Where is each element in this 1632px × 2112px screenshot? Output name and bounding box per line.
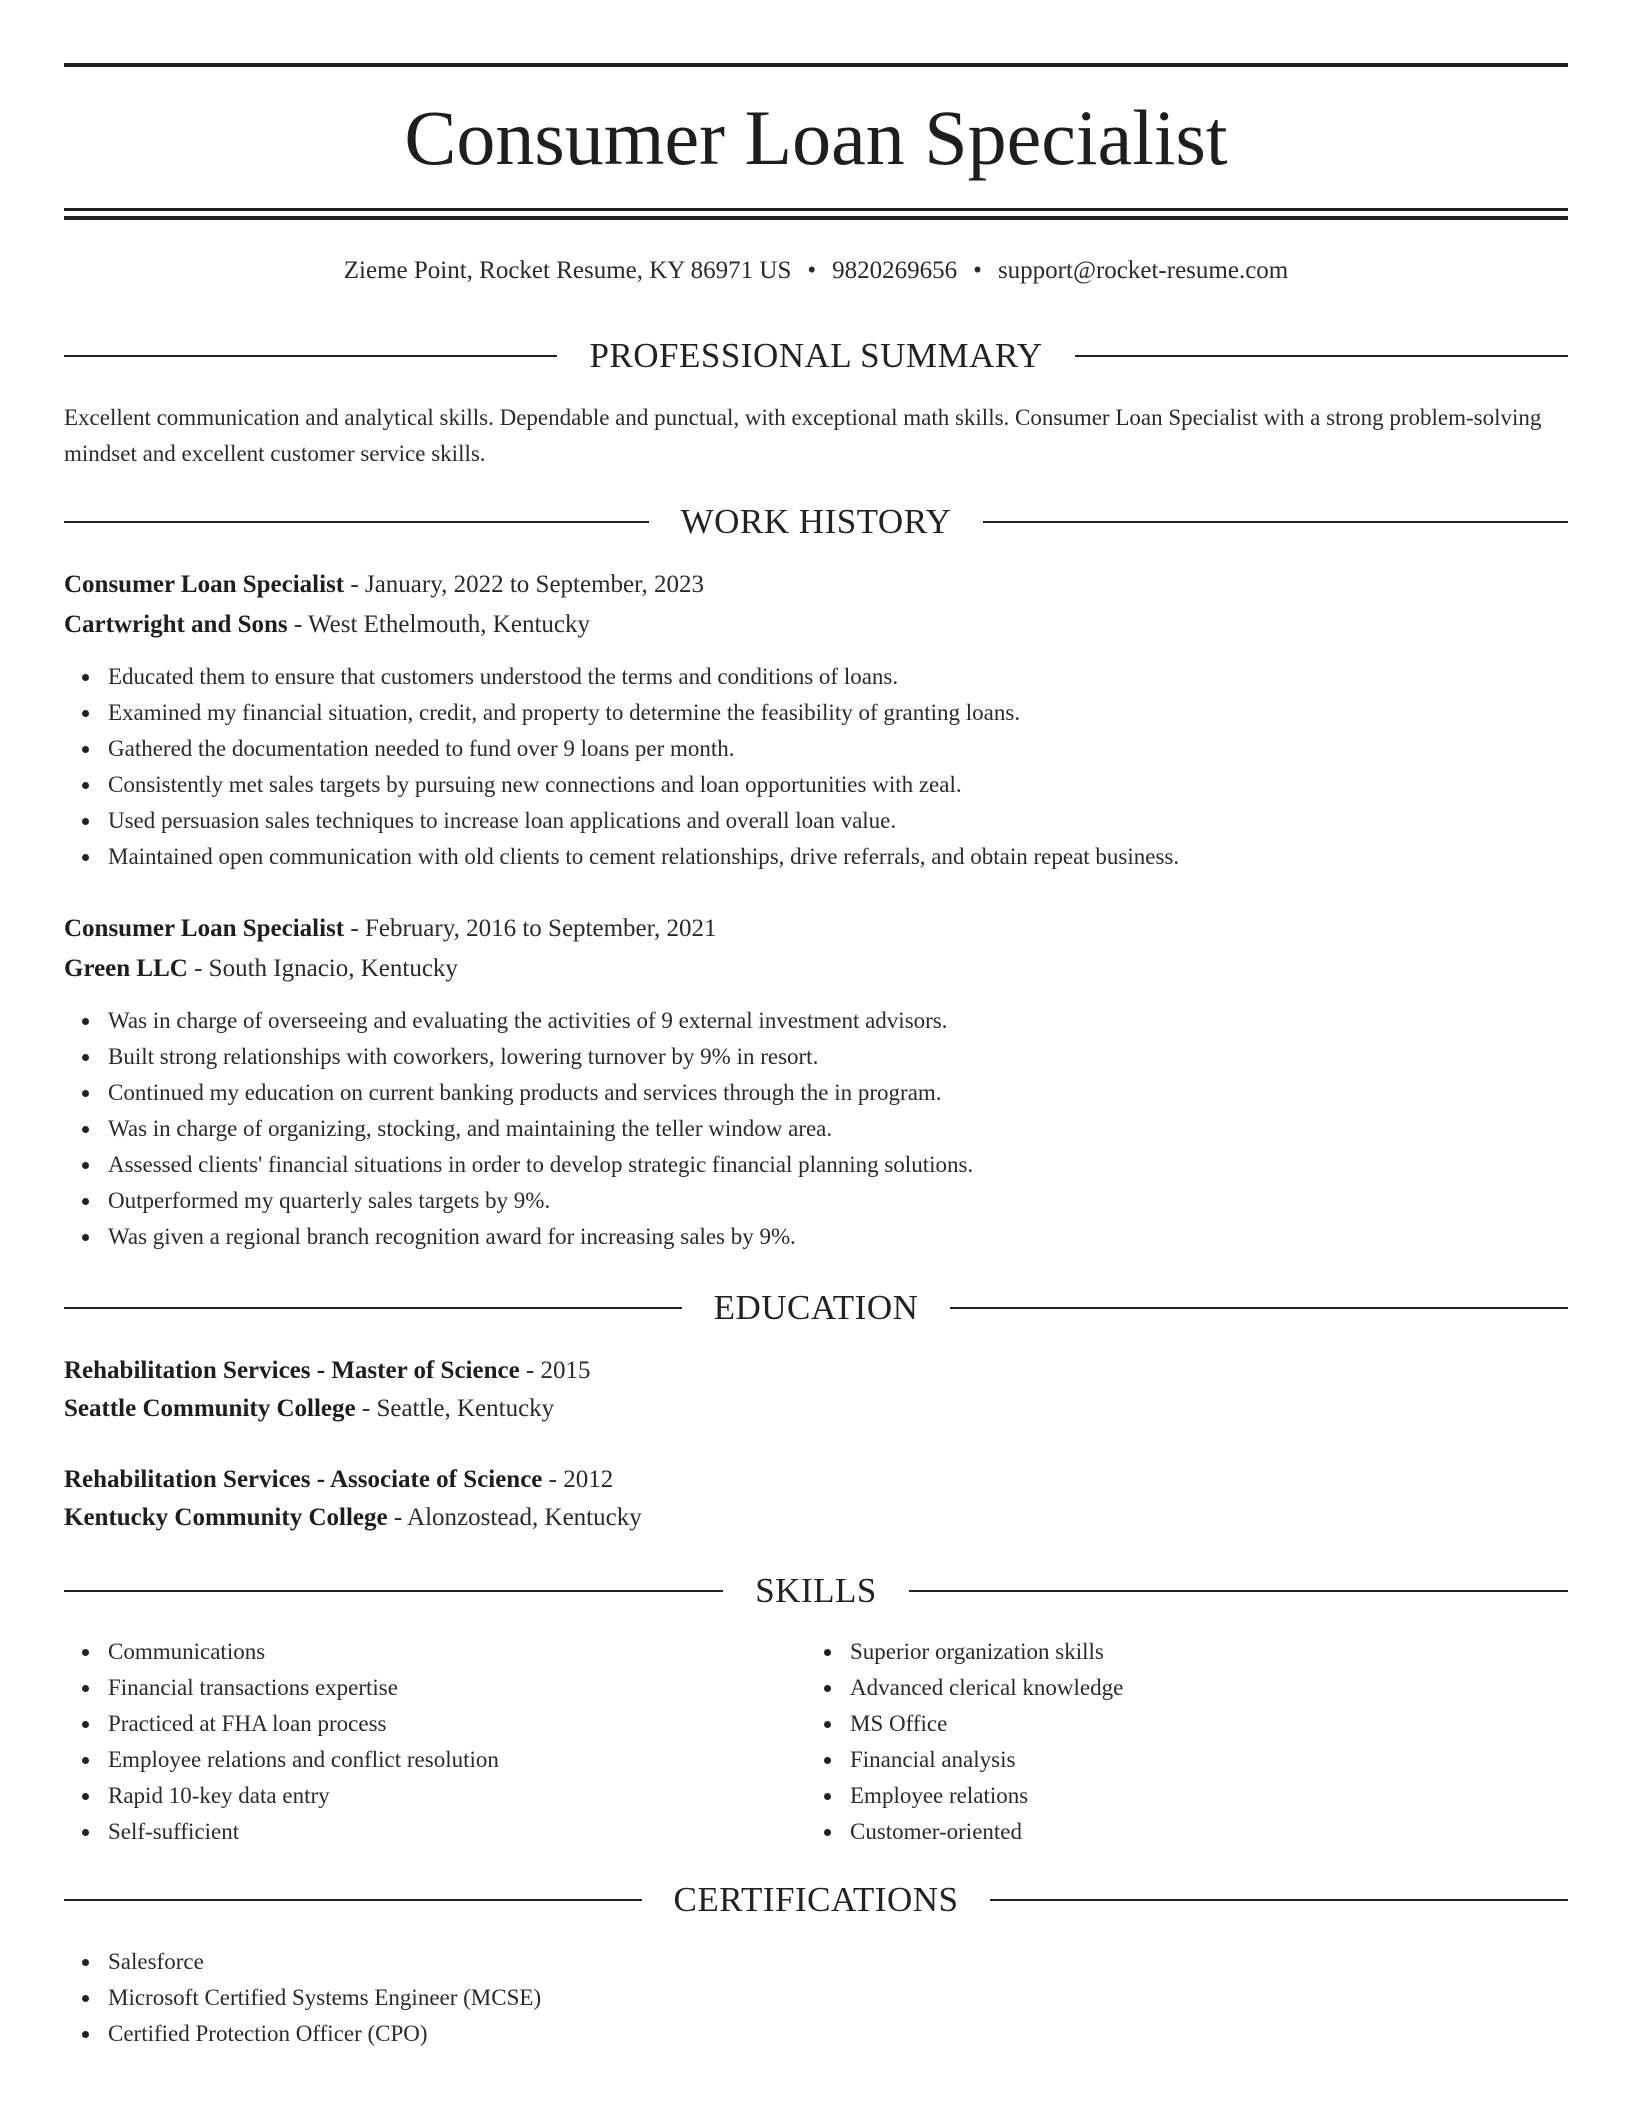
section-heading-education — [64, 1286, 1568, 1330]
list-item: Superior organization skills — [850, 1634, 1550, 1670]
list-item: Employee relations and conflict resolution — [108, 1742, 808, 1778]
section-heading-skills — [64, 1569, 1568, 1613]
education-year: - 2015 — [519, 1357, 591, 1384]
skills-list-right — [806, 1634, 1550, 1850]
section-heading-summary — [64, 334, 1568, 378]
section-title: WORK HISTORY — [680, 502, 952, 541]
section-rule — [950, 1307, 1568, 1309]
certifications-list — [64, 1944, 1568, 2052]
section-rule — [64, 355, 557, 357]
education-school-line — [64, 1391, 1568, 1427]
list-item: Built strong relationships with coworkers, lowering turnover by 9% in resort. — [108, 1039, 1568, 1075]
section-heading-work-history — [64, 500, 1568, 544]
contact-address: Zieme Point, Rocket Resume, KY 86971 US — [343, 257, 792, 284]
job-company-line — [64, 951, 1568, 987]
education-school: Kentucky Community College — [64, 1504, 388, 1531]
skills-list-left — [64, 1634, 808, 1850]
job-bullets — [64, 659, 1568, 875]
job-company-line — [64, 607, 1568, 643]
education-location: - Seattle, Kentucky — [355, 1395, 555, 1422]
list-item: Continued my education on current banking products and services through the in program. — [108, 1075, 1568, 1111]
list-item: Microsoft Certified Systems Engineer (MCSE) — [108, 1980, 1568, 2016]
list-item: Employee relations — [850, 1778, 1550, 1814]
contact-line — [64, 254, 1568, 288]
education-degree: Rehabilitation Services - Associate of Science — [64, 1466, 543, 1493]
education-degree-line — [64, 1353, 1568, 1389]
contact-phone: 9820269656 — [832, 257, 958, 284]
header-bottom-rule — [64, 208, 1568, 211]
section-title: EDUCATION — [713, 1288, 919, 1327]
job-title-line — [64, 911, 1568, 947]
section-rule — [1075, 355, 1568, 357]
list-item: Outperformed my quarterly sales targets by 9%. — [108, 1183, 1568, 1219]
header-bottom-rule-second — [64, 216, 1568, 220]
list-item: Gathered the documentation needed to fund over 9 loans per month. — [108, 731, 1568, 767]
education-location: - Alonzostead, Kentucky — [387, 1504, 642, 1531]
contact-separator: • — [973, 257, 982, 284]
list-item: Self-sufficient — [108, 1814, 808, 1850]
list-item: Advanced clerical knowledge — [850, 1670, 1550, 1706]
contact-email: support@rocket-resume.com — [997, 257, 1289, 284]
education-school-line — [64, 1500, 1568, 1536]
section-rule — [64, 1899, 642, 1901]
list-item: MS Office — [850, 1706, 1550, 1742]
list-item: Consistently met sales targets by pursuing new connections and loan opportunities with zeal. — [108, 767, 1568, 803]
section-rule — [983, 521, 1568, 523]
list-item: Was in charge of organizing, stocking, and maintaining the teller window area. — [108, 1111, 1568, 1147]
job-title-line — [64, 567, 1568, 603]
list-item: Examined my financial situation, credit, and property to determine the feasibility of granting loans. — [108, 695, 1568, 731]
section-title: PROFESSIONAL SUMMARY — [589, 336, 1043, 375]
list-item: Used persuasion sales techniques to increase loan applications and overall loan value. — [108, 803, 1568, 839]
list-item: Financial analysis — [850, 1742, 1550, 1778]
list-item: Maintained open communication with old clients to cement relationships, drive referrals, and obtain repeat business. — [108, 839, 1568, 875]
job-dates: - January, 2022 to September, 2023 — [344, 571, 704, 598]
section-rule — [64, 1307, 682, 1309]
section-heading-certifications — [64, 1878, 1568, 1922]
list-item: Rapid 10-key data entry — [108, 1778, 808, 1814]
education-year: - 2012 — [542, 1466, 614, 1493]
list-item: Practiced at FHA loan process — [108, 1706, 808, 1742]
job-location: - South Ignacio, Kentucky — [187, 955, 458, 982]
job-title: Consumer Loan Specialist — [64, 915, 345, 942]
candidate-name: Consumer Loan Specialist — [404, 94, 1228, 181]
section-rule — [64, 521, 649, 523]
summary-text: Excellent communication and analytical skills. Dependable and punctual, with exceptional math skills. Consumer Loan Specialist with a strong problem-solving mindset and excellent customer service skills. — [64, 405, 1542, 466]
list-item: Educated them to ensure that customers understood the terms and conditions of loans. — [108, 659, 1568, 695]
section-rule — [909, 1590, 1568, 1592]
list-item: Customer-oriented — [850, 1814, 1550, 1850]
job-title: Consumer Loan Specialist — [64, 571, 345, 598]
education-school: Seattle Community College — [64, 1395, 356, 1422]
section-rule — [990, 1899, 1568, 1901]
list-item: Communications — [108, 1634, 808, 1670]
job-dates: - February, 2016 to September, 2021 — [344, 915, 717, 942]
contact-separator: • — [807, 257, 817, 284]
section-rule — [64, 1590, 723, 1592]
list-item: Financial transactions expertise — [108, 1670, 808, 1706]
list-item: Certified Protection Officer (CPO) — [108, 2016, 1568, 2052]
section-title: SKILLS — [755, 1571, 877, 1610]
list-item: Was given a regional branch recognition award for increasing sales by 9%. — [108, 1219, 1568, 1255]
list-item: Assessed clients' financial situations in order to develop strategic financial planning solutions. — [108, 1147, 1568, 1183]
job-company: Cartwright and Sons — [64, 611, 288, 638]
header-top-rule — [64, 63, 1568, 67]
job-bullets — [64, 1003, 1568, 1255]
list-item: Salesforce — [108, 1944, 1568, 1980]
education-degree-line — [64, 1462, 1568, 1498]
job-location: - West Ethelmouth, Kentucky — [287, 611, 590, 638]
job-company: Green LLC — [64, 955, 188, 982]
education-degree: Rehabilitation Services - Master of Science — [64, 1357, 520, 1384]
section-title: CERTIFICATIONS — [673, 1880, 959, 1919]
list-item: Was in charge of overseeing and evaluating the activities of 9 external investment advisors. — [108, 1003, 1568, 1039]
